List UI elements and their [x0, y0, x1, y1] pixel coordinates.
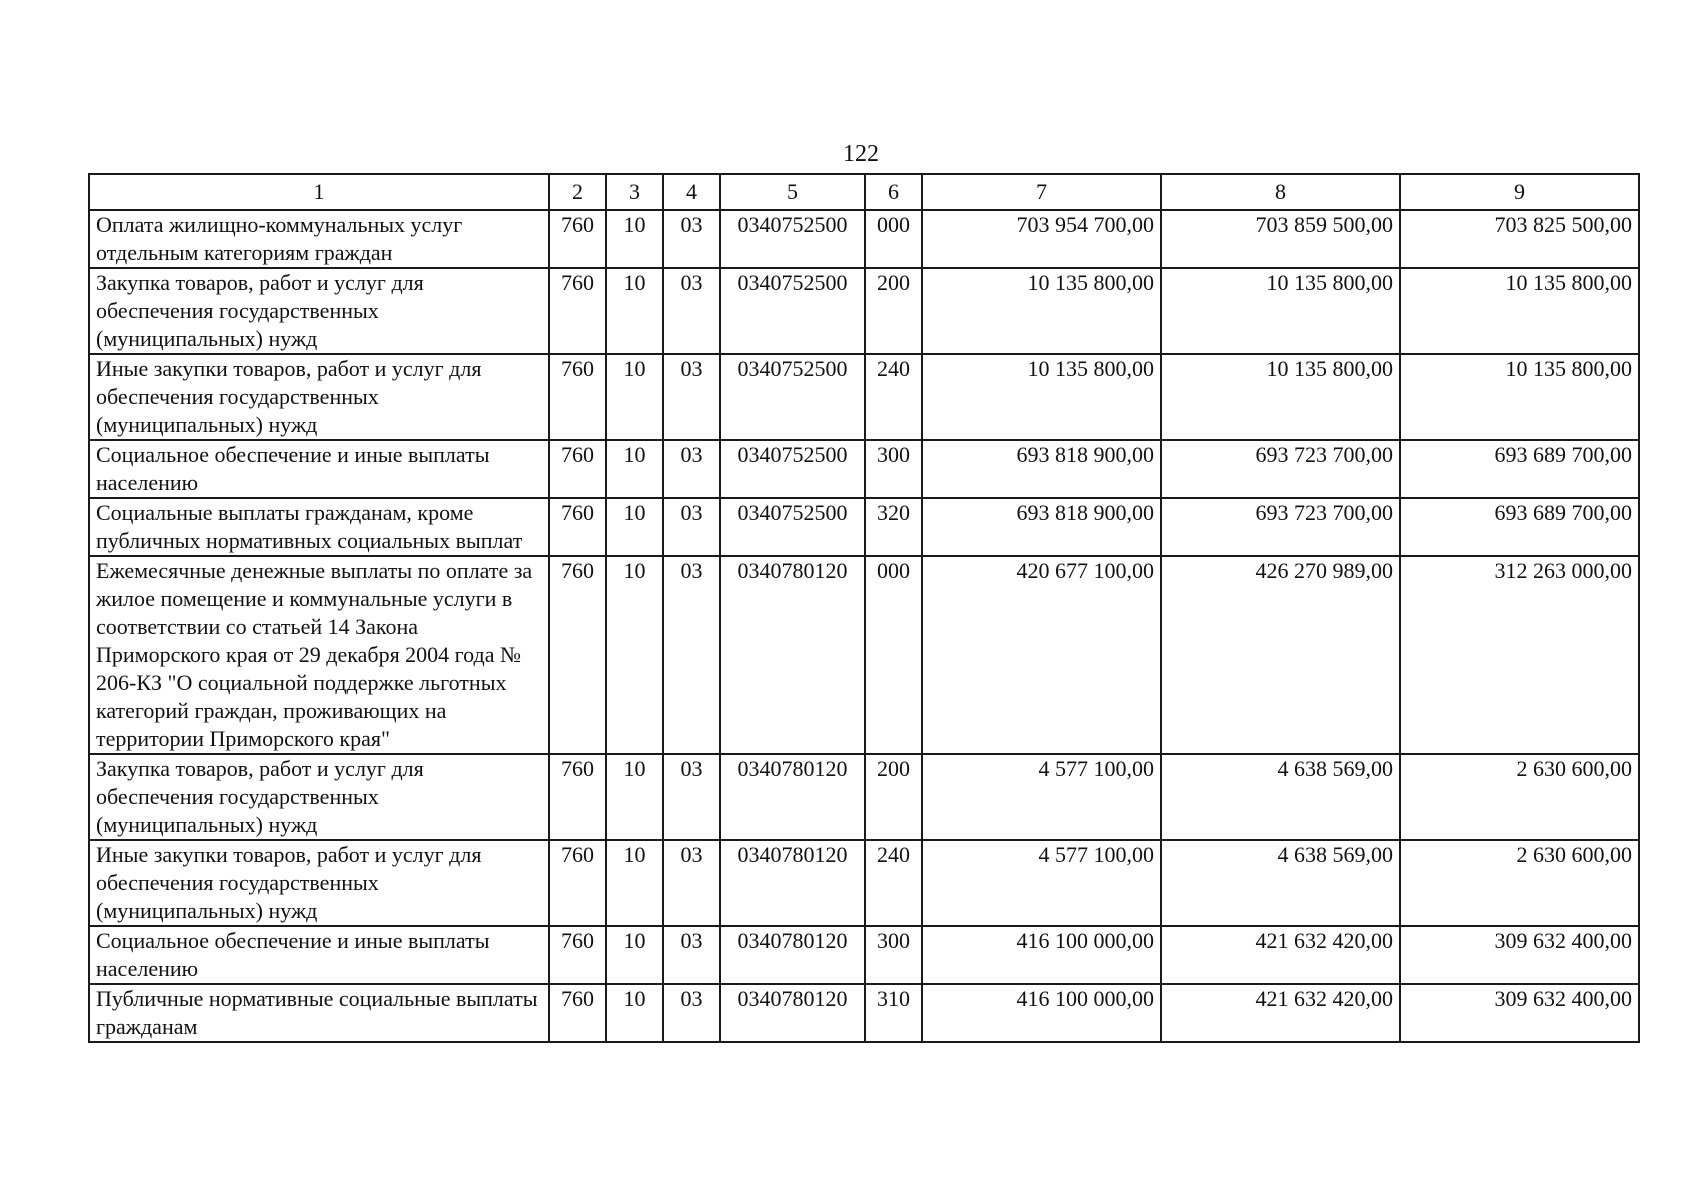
expense-name-cell: Оплата жилищно-коммунальных услуг отдельным категориям граждан: [89, 210, 549, 268]
code-cell: 000: [865, 556, 922, 754]
expense-name-cell: Закупка товаров, работ и услуг для обеспечения государственных (муниципальных) нужд: [89, 268, 549, 354]
amount-cell: 10 135 800,00: [922, 354, 1161, 440]
table-row: [89, 984, 1639, 1042]
table-row: [89, 268, 1639, 354]
amount-cell: 693 818 900,00: [922, 440, 1161, 498]
code-cell: 0340752500: [720, 498, 865, 556]
amount-cell: 10 135 800,00: [1400, 268, 1639, 354]
table-row: [89, 754, 1639, 840]
expense-name-cell: Ежемесячные денежные выплаты по оплате за жилое помещение и коммунальные услуги в соответствии со статьей 14 Закона Приморского края от 29 декабря 2004 года № 206-КЗ "О социальной поддержке льготных категорий граждан, проживающих на территории Приморского края": [89, 556, 549, 754]
code-cell: 760: [549, 754, 606, 840]
code-cell: 0340780120: [720, 984, 865, 1042]
expense-name-cell: Закупка товаров, работ и услуг для обеспечения государственных (муниципальных) нужд: [89, 754, 549, 840]
code-cell: 760: [549, 354, 606, 440]
code-cell: 03: [663, 840, 720, 926]
expense-name-cell: Социальное обеспечение и иные выплаты населению: [89, 440, 549, 498]
code-cell: 10: [606, 498, 663, 556]
amount-cell: 420 677 100,00: [922, 556, 1161, 754]
code-cell: 300: [865, 926, 922, 984]
amount-cell: 10 135 800,00: [1161, 354, 1400, 440]
expense-name-cell: Публичные нормативные социальные выплаты гражданам: [89, 984, 549, 1042]
amount-cell: 421 632 420,00: [1161, 926, 1400, 984]
code-cell: 10: [606, 754, 663, 840]
code-cell: 320: [865, 498, 922, 556]
column-header: 7: [922, 174, 1161, 210]
expense-name-cell: Иные закупки товаров, работ и услуг для обеспечения государственных (муниципальных) нужд: [89, 354, 549, 440]
column-header: 6: [865, 174, 922, 210]
expense-name-cell: Иные закупки товаров, работ и услуг для обеспечения государственных (муниципальных) нужд: [89, 840, 549, 926]
table-body: [89, 210, 1639, 1042]
code-cell: 760: [549, 926, 606, 984]
column-header: 5: [720, 174, 865, 210]
amount-cell: 2 630 600,00: [1400, 840, 1639, 926]
code-cell: 0340752500: [720, 440, 865, 498]
code-cell: 000: [865, 210, 922, 268]
code-cell: 03: [663, 754, 720, 840]
code-cell: 10: [606, 268, 663, 354]
code-cell: 0340752500: [720, 354, 865, 440]
code-cell: 760: [549, 498, 606, 556]
code-cell: 0340780120: [720, 754, 865, 840]
table-row: [89, 926, 1639, 984]
table-row: [89, 210, 1639, 268]
code-cell: 760: [549, 840, 606, 926]
code-cell: 0340780120: [720, 840, 865, 926]
amount-cell: 693 723 700,00: [1161, 440, 1400, 498]
header-row: [89, 174, 1639, 210]
amount-cell: 10 135 800,00: [1400, 354, 1639, 440]
amount-cell: 416 100 000,00: [922, 984, 1161, 1042]
amount-cell: 4 577 100,00: [922, 754, 1161, 840]
amount-cell: 693 818 900,00: [922, 498, 1161, 556]
column-header: 1: [89, 174, 549, 210]
code-cell: 0340780120: [720, 556, 865, 754]
code-cell: 200: [865, 754, 922, 840]
code-cell: 03: [663, 210, 720, 268]
amount-cell: 4 577 100,00: [922, 840, 1161, 926]
code-cell: 200: [865, 268, 922, 354]
code-cell: 03: [663, 984, 720, 1042]
code-cell: 760: [549, 556, 606, 754]
code-cell: 0340752500: [720, 268, 865, 354]
code-cell: 310: [865, 984, 922, 1042]
code-cell: 10: [606, 354, 663, 440]
code-cell: 03: [663, 498, 720, 556]
code-cell: 0340780120: [720, 926, 865, 984]
column-header: 2: [549, 174, 606, 210]
page-number: 122: [843, 141, 879, 167]
amount-cell: 4 638 569,00: [1161, 840, 1400, 926]
amount-cell: 703 859 500,00: [1161, 210, 1400, 268]
amount-cell: 426 270 989,00: [1161, 556, 1400, 754]
budget-table: [88, 173, 1640, 1043]
amount-cell: 703 825 500,00: [1400, 210, 1639, 268]
column-header: 4: [663, 174, 720, 210]
code-cell: 240: [865, 354, 922, 440]
code-cell: 300: [865, 440, 922, 498]
table-row: [89, 498, 1639, 556]
table-row: [89, 354, 1639, 440]
code-cell: 760: [549, 210, 606, 268]
amount-cell: 4 638 569,00: [1161, 754, 1400, 840]
table-row: [89, 840, 1639, 926]
code-cell: 10: [606, 984, 663, 1042]
amount-cell: 703 954 700,00: [922, 210, 1161, 268]
column-header: 8: [1161, 174, 1400, 210]
amount-cell: 10 135 800,00: [1161, 268, 1400, 354]
code-cell: 03: [663, 926, 720, 984]
expense-name-cell: Социальные выплаты гражданам, кроме публичных нормативных социальных выплат: [89, 498, 549, 556]
amount-cell: 693 689 700,00: [1400, 440, 1639, 498]
code-cell: 10: [606, 556, 663, 754]
code-cell: 760: [549, 440, 606, 498]
column-header: 3: [606, 174, 663, 210]
amount-cell: 416 100 000,00: [922, 926, 1161, 984]
expense-name-cell: Социальное обеспечение и иные выплаты населению: [89, 926, 549, 984]
code-cell: 10: [606, 440, 663, 498]
amount-cell: 312 263 000,00: [1400, 556, 1639, 754]
amount-cell: 693 723 700,00: [1161, 498, 1400, 556]
code-cell: 0340752500: [720, 210, 865, 268]
table-row: [89, 440, 1639, 498]
amount-cell: 309 632 400,00: [1400, 926, 1639, 984]
code-cell: 03: [663, 354, 720, 440]
code-cell: 03: [663, 268, 720, 354]
code-cell: 240: [865, 840, 922, 926]
code-cell: 10: [606, 840, 663, 926]
code-cell: 760: [549, 268, 606, 354]
amount-cell: 421 632 420,00: [1161, 984, 1400, 1042]
amount-cell: 693 689 700,00: [1400, 498, 1639, 556]
column-header: 9: [1400, 174, 1639, 210]
code-cell: 10: [606, 926, 663, 984]
amount-cell: 2 630 600,00: [1400, 754, 1639, 840]
table-row: [89, 556, 1639, 754]
amount-cell: 309 632 400,00: [1400, 984, 1639, 1042]
amount-cell: 10 135 800,00: [922, 268, 1161, 354]
code-cell: 03: [663, 556, 720, 754]
code-cell: 03: [663, 440, 720, 498]
code-cell: 760: [549, 984, 606, 1042]
code-cell: 10: [606, 210, 663, 268]
